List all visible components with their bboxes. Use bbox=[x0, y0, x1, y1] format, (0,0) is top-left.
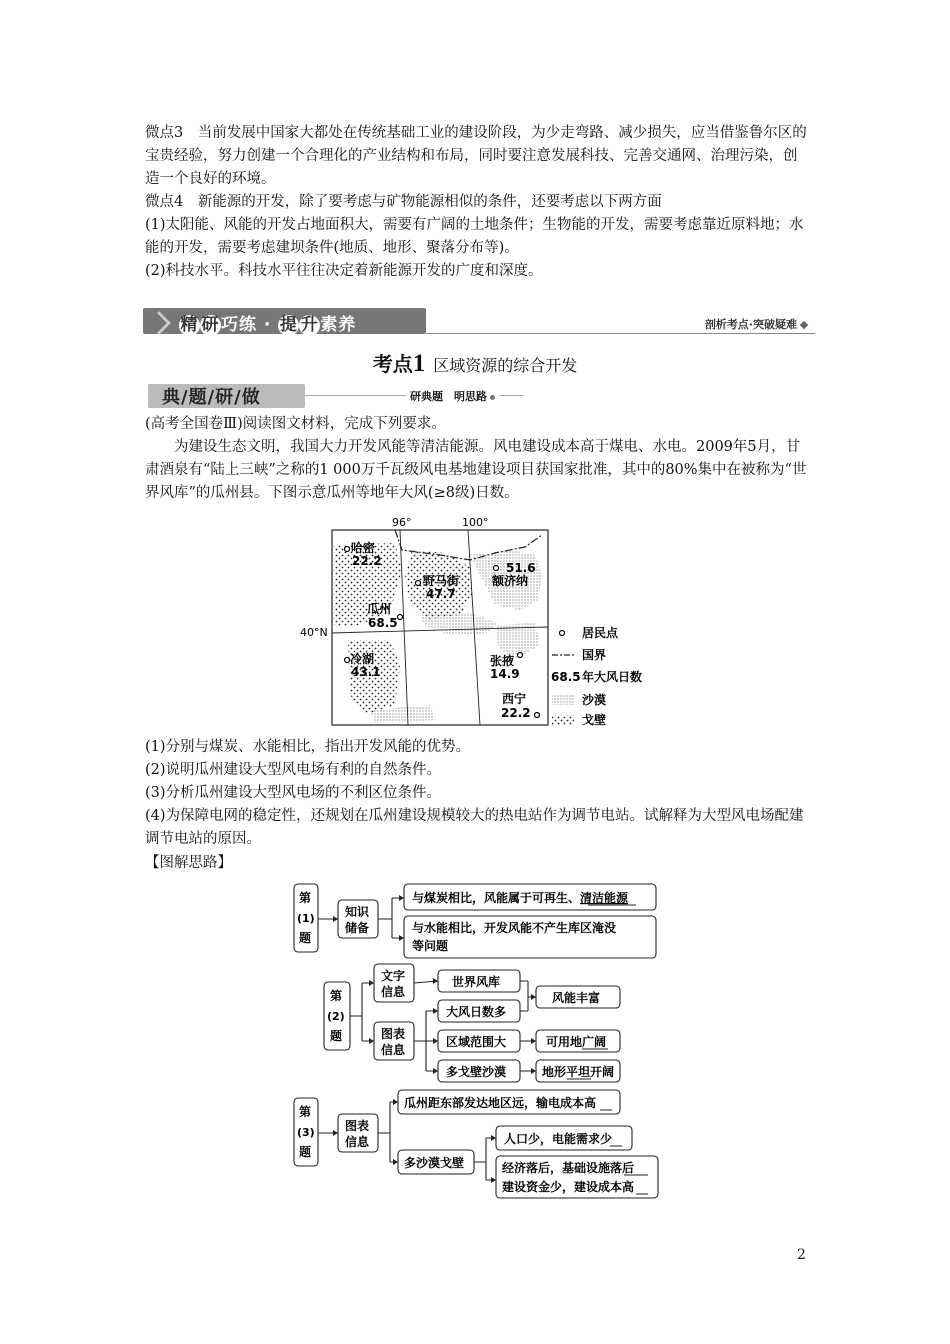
svg-text:图表: 图表 bbox=[381, 1027, 406, 1041]
micro-point-3: 微点3 当前发展中国家大都处在传统基础工业的建设阶段，为少走弯路、减少损失，应当借鉴鲁尔区的宝贵经验，努力创建一个合理化的产业结构和布局，同时要注意发展科技、完善交通网、治理污染，创造一个良好的环境。 bbox=[145, 125, 807, 187]
question-3: (3)分析瓜州建设大型风电场的不利区位条件。 bbox=[145, 785, 442, 801]
banner-line bbox=[426, 333, 815, 334]
dot-icon bbox=[490, 395, 495, 400]
section-banner bbox=[143, 306, 815, 336]
svg-text:居民点: 居民点 bbox=[582, 626, 619, 640]
svg-text:题: 题 bbox=[330, 1029, 343, 1043]
svg-text:68.5: 68.5 bbox=[551, 670, 581, 684]
banner-subtitle: 剖析考点·突破疑难 bbox=[705, 316, 807, 332]
svg-text:风能丰富: 风能丰富 bbox=[552, 991, 601, 1005]
svg-text:年大风日数: 年大风日数 bbox=[582, 670, 643, 684]
wind-days-map bbox=[300, 515, 660, 735]
svg-text:第: 第 bbox=[299, 891, 312, 905]
diagram-title: 【图解思路】 bbox=[145, 855, 232, 871]
svg-text:多沙漠戈壁: 多沙漠戈壁 bbox=[404, 1156, 465, 1170]
svg-text:瓜州: 瓜州 bbox=[367, 602, 392, 616]
svg-text:(3): (3) bbox=[297, 1126, 315, 1139]
svg-text:冷湖: 冷湖 bbox=[350, 652, 375, 666]
svg-text:多戈壁沙漠: 多戈壁沙漠 bbox=[446, 1065, 507, 1079]
svg-text:人口少，电能需求少: 人口少，电能需求少 bbox=[504, 1132, 613, 1146]
svg-text:43.1: 43.1 bbox=[351, 665, 381, 679]
svg-text:14.9: 14.9 bbox=[490, 667, 520, 681]
svg-text:第: 第 bbox=[299, 1105, 312, 1119]
place-zhangye bbox=[490, 653, 523, 682]
svg-text:西宁: 西宁 bbox=[502, 692, 527, 706]
svg-text:世界风库: 世界风库 bbox=[452, 975, 501, 989]
svg-text:题: 题 bbox=[299, 931, 312, 945]
svg-text:瓜州距东部发达地区远，输电成本高: 瓜州距东部发达地区远，输电成本高 bbox=[404, 1096, 597, 1110]
svg-text:第: 第 bbox=[330, 989, 343, 1003]
svg-text:可用地广阔: 可用地广阔 bbox=[546, 1035, 607, 1049]
topic-heading: 考点1 区域资源的综合开发 bbox=[372, 350, 578, 377]
svg-text:信息: 信息 bbox=[381, 1043, 406, 1057]
svg-text:哈密: 哈密 bbox=[351, 541, 376, 555]
svg-text:野马街: 野马街 bbox=[423, 574, 460, 588]
page-number: 2 bbox=[797, 1247, 806, 1263]
svg-text:文字: 文字 bbox=[381, 969, 406, 983]
svg-text:51.6: 51.6 bbox=[506, 561, 536, 575]
question-source: (高考全国卷Ⅲ)阅读图文材料，完成下列要求。 bbox=[145, 416, 446, 432]
chevron-right-icon bbox=[147, 311, 171, 335]
question-2: (2)说明瓜州建设大型风电场有利的自然条件。 bbox=[145, 762, 442, 778]
svg-text:额济纳: 额济纳 bbox=[492, 574, 529, 588]
question-1: (1)分别与煤炭、水能相比，指出开发风能的优势。 bbox=[145, 739, 471, 755]
svg-text:(2): (2) bbox=[327, 1010, 345, 1023]
svg-text:信息: 信息 bbox=[381, 985, 406, 999]
svg-text:68.5: 68.5 bbox=[368, 616, 398, 630]
svg-text:大风日数多: 大风日数多 bbox=[446, 1005, 507, 1019]
svg-text:22.2: 22.2 bbox=[501, 706, 531, 720]
longitude-100-label: 100° bbox=[462, 516, 489, 529]
svg-text:区域范围大: 区域范围大 bbox=[446, 1035, 507, 1049]
svg-text:信息: 信息 bbox=[345, 1135, 370, 1149]
svg-text:等问题: 等问题 bbox=[412, 939, 449, 953]
typical-question-label-box: 典/题/研/做 bbox=[148, 384, 305, 408]
svg-text:22.2: 22.2 bbox=[352, 554, 382, 568]
svg-text:储备: 储备 bbox=[345, 921, 370, 935]
svg-text:知识: 知识 bbox=[345, 905, 370, 919]
svg-text:与水能相比，开发风能不产生库区淹没: 与水能相比，开发风能不产生库区淹没 bbox=[412, 921, 617, 935]
micro-point-4: 微点4 新能源的开发，除了要考虑与矿物能源相似的条件，还要考虑以下两方面 bbox=[145, 194, 662, 210]
micro-point-4-item-1: (1)太阳能、风能的开发占地面积大，需要有广阔的土地条件；生物能的开发，需要考虑靠近原料地；水能的开发，需要考虑建坝条件(地质、地形、聚落分布等)。 bbox=[145, 217, 804, 256]
svg-text:张掖: 张掖 bbox=[490, 654, 515, 668]
question-4: (4)为保障电网的稳定性，还规划在瓜州建设规模较大的热电站作为调节电站。试解释为大型风电场配建调节电站的原因。 bbox=[145, 808, 804, 847]
longitude-96-label: 96° bbox=[392, 516, 412, 529]
reasoning-flowchart bbox=[290, 878, 670, 1198]
banner-bar bbox=[143, 308, 426, 334]
svg-text:经济落后，基础设施落后: 经济落后，基础设施落后 bbox=[502, 1161, 635, 1175]
place-xining bbox=[501, 691, 540, 720]
svg-text:题: 题 bbox=[299, 1145, 312, 1159]
flow-q3 bbox=[297, 1095, 648, 1194]
svg-text:国界: 国界 bbox=[582, 648, 607, 662]
diamond-icon bbox=[800, 321, 808, 329]
place-guazhou bbox=[367, 601, 403, 630]
svg-text:地形平坦开阔: 地形平坦开阔 bbox=[542, 1065, 615, 1079]
svg-text:沙漠: 沙漠 bbox=[582, 693, 607, 707]
map-legend bbox=[551, 625, 642, 727]
svg-text:图表: 图表 bbox=[345, 1119, 370, 1133]
question-material: 为建设生态文明，我国大力开发风能等清洁能源。风电建设成本高于煤电、水电。2009年5月，甘肃酒泉有“陆上三峡”之称的1 000万千瓦级风电基地建设项目获国家批准，其中的80%集中在被称为“世界风库”的瓜州县。下图示意瓜州等地年大风(≥8级)日数。 bbox=[145, 439, 807, 501]
banner-title: 精 研巧练 · 提 升素养 bbox=[180, 315, 357, 335]
svg-text:与煤炭相比，风能属于可再生、清洁能源: 与煤炭相比，风能属于可再生、清洁能源 bbox=[412, 891, 629, 905]
latitude-40-label: 40°N bbox=[300, 626, 328, 639]
svg-text:戈壁: 戈壁 bbox=[582, 713, 607, 727]
micro-point-4-item-2: (2)科技水平。科技水平往往决定着新能源开发的广度和深度。 bbox=[145, 263, 543, 279]
svg-text:47.7: 47.7 bbox=[426, 587, 456, 601]
typical-question-subtitle: 研典题 明思路 bbox=[406, 388, 499, 404]
svg-text:建设资金少，建设成本高: 建设资金少，建设成本高 bbox=[502, 1180, 635, 1194]
typical-question-bar bbox=[148, 384, 523, 408]
svg-text:(1): (1) bbox=[297, 912, 315, 925]
